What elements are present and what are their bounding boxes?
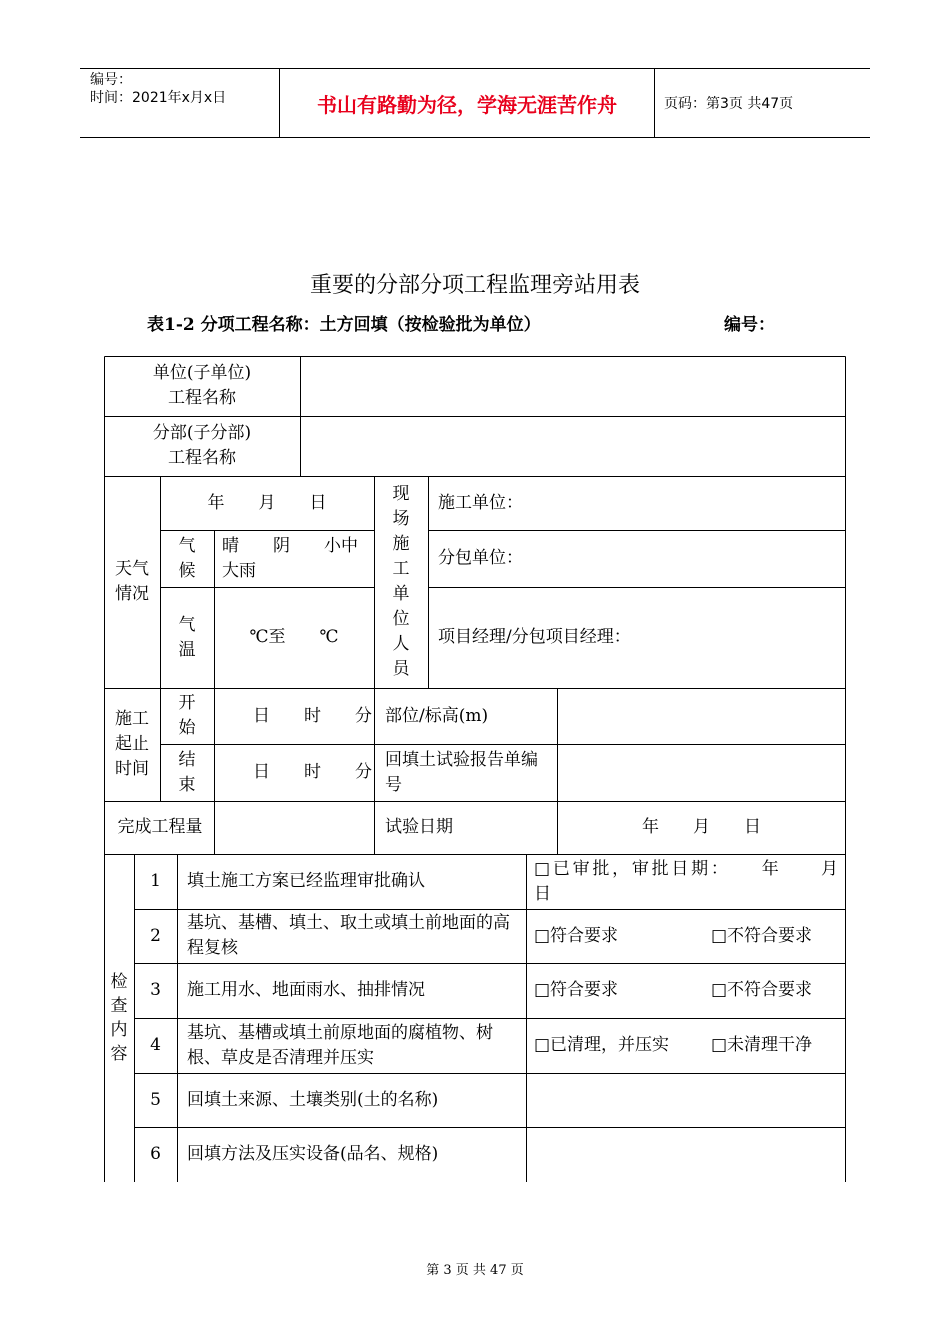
unit-project-name-value[interactable]	[301, 356, 845, 416]
completed-quantity-label: 完成工程量	[117, 817, 203, 837]
item-text: 回填方法及压实设备(品名、规格)	[187, 1144, 439, 1164]
document-subtitle: 表1-2 分项工程名称：土方回填（按检验批为单位）	[147, 315, 541, 335]
temperature-label: 气 温	[178, 614, 196, 660]
item-option-not-conforms[interactable]: □不符合要求	[711, 925, 813, 946]
item-number: 3	[150, 980, 161, 1000]
weather-date[interactable]: 年 月 日	[207, 492, 327, 513]
item-number: 4	[150, 1035, 161, 1055]
climate-options[interactable]: 晴 阴 小中大雨	[222, 535, 358, 581]
unit-project-name-label: 单位(子单位) 工程名称	[152, 363, 252, 408]
location-value[interactable]	[558, 688, 845, 744]
subcontractor-label: 分包单位：	[438, 548, 523, 568]
inspection-form-table	[104, 356, 872, 1182]
item-text: 基坑、基槽、填土、取土或填土前地面的高程复核	[187, 913, 510, 958]
test-report-value[interactable]	[558, 744, 845, 801]
page-header	[80, 68, 870, 138]
start-time[interactable]: 日 时 分	[253, 705, 372, 726]
project-manager-label: 项目经理/分包项目经理：	[438, 627, 631, 647]
division-project-name-value[interactable]	[301, 416, 845, 476]
site-staff-label: 现 场 施 工 单 位 人 员	[392, 484, 410, 679]
test-date-label: 试验日期	[385, 817, 453, 837]
item-option-conforms[interactable]: □符合要求	[534, 925, 619, 946]
item-option-conforms[interactable]: □符合要求	[534, 980, 619, 1000]
test-date-value[interactable]: 年 月 日	[642, 817, 761, 837]
document-title: 重要的分部分项工程监理旁站用表	[309, 273, 640, 298]
item-text: 回填土来源、土壤类别(土的名称)	[187, 1089, 439, 1110]
check-content-label: 检 查 内 容	[110, 972, 128, 1064]
item-number: 5	[150, 1089, 161, 1110]
item-number: 2	[150, 925, 161, 946]
division-project-name-label: 分部(子分部) 工程名称	[152, 423, 252, 468]
item-number: 1	[150, 871, 161, 891]
item-option-not-conforms[interactable]: □不符合要求	[711, 980, 813, 1000]
item-option-not-cleared[interactable]: □未清理干净	[711, 1035, 813, 1055]
header-number-label: 编号：	[90, 72, 132, 88]
header-meta	[80, 69, 280, 137]
item-text: 基坑、基槽或填土前原地面的腐植物、树根、草皮是否清理并压实	[187, 1022, 493, 1068]
item-number: 6	[150, 1144, 161, 1164]
contractor-label: 施工单位：	[438, 492, 523, 513]
item-text: 填土施工方案已经监理审批确认	[187, 871, 425, 891]
climate-label: 气 候	[178, 535, 196, 581]
header-date-label: 时间：2021年x月x日	[90, 90, 227, 106]
construction-time-label: 施工 起止 时间	[115, 709, 149, 779]
item-option-approved[interactable]: □已审批，审批日期： 年 月 日	[534, 858, 872, 904]
header-motto: 书山有路勤为径，学海无涯苦作舟	[280, 69, 655, 137]
weather-label: 天气 情况	[115, 559, 149, 604]
document-number-label: 编号：	[724, 315, 775, 335]
header-page-info: 页码：第3页 共47页	[664, 96, 794, 112]
temperature-value[interactable]: ℃至 ℃	[249, 627, 339, 647]
item-value[interactable]	[527, 1073, 845, 1127]
end-label: 结 束	[178, 749, 196, 795]
start-label: 开 始	[178, 693, 196, 738]
item-option-cleared[interactable]: □已清理，并压实	[534, 1035, 670, 1055]
page-footer: 第 3 页 共 47 页	[426, 1263, 524, 1278]
item-text: 施工用水、地面雨水、抽排情况	[187, 980, 425, 1000]
completed-quantity-value[interactable]	[215, 801, 374, 854]
end-time[interactable]: 日 时 分	[253, 762, 372, 782]
location-label: 部位/标高(m)	[385, 705, 489, 726]
item-value[interactable]	[527, 1127, 845, 1182]
test-report-label: 回填土试验报告单编号	[385, 749, 538, 795]
